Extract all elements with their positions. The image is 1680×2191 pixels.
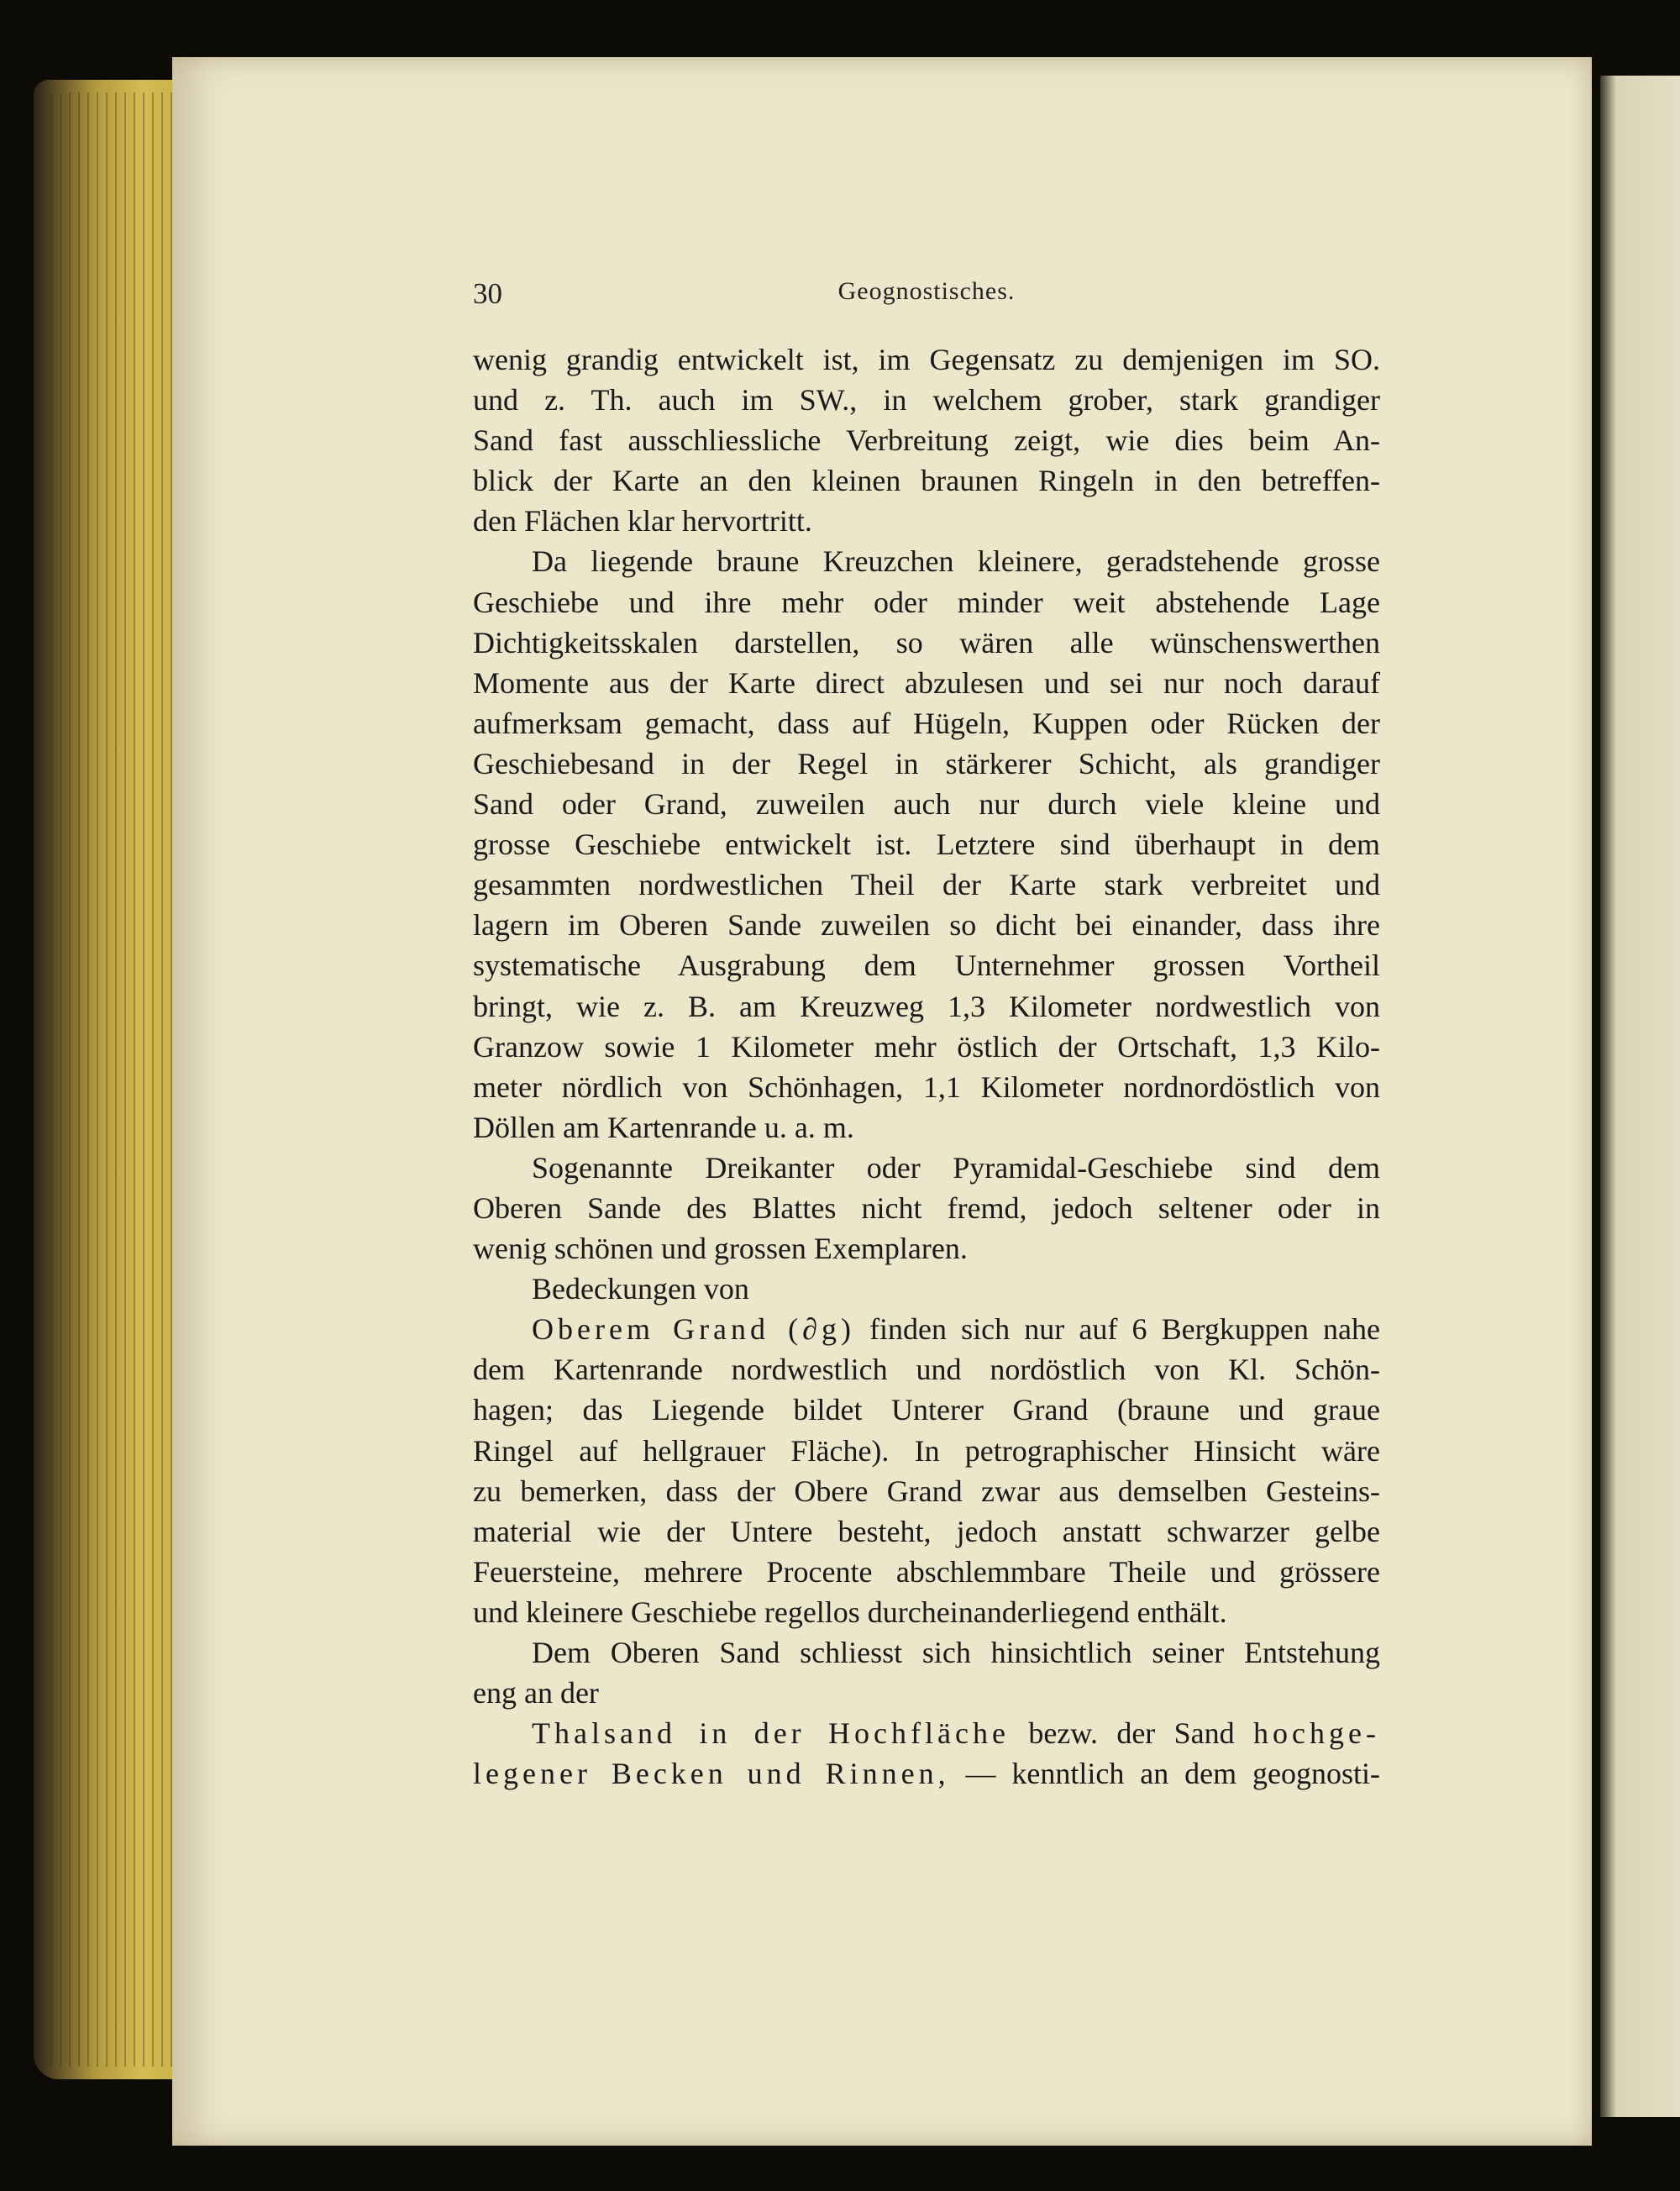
- text-line: systematische Ausgrabung dem Unternehmer grossen Vortheil: [473, 948, 1380, 983]
- text-line: Sand oder Grand, zuweilen auch nur durch viele kleine und: [473, 787, 1380, 822]
- text-line: grosse Geschiebe entwickelt ist. Letztere sind überhaupt in dem: [473, 828, 1380, 862]
- text-line-thalsand: [473, 1713, 1380, 1753]
- text-line: Sogenannte Dreikanter oder Pyramidal-Geschiebe sind dem: [532, 1150, 1380, 1185]
- text-line: blick der Karte an den kleinen braunen Ringeln in den betreffen-: [473, 464, 1380, 498]
- body-text: [473, 339, 1380, 1794]
- running-title: Geognostisches.: [837, 277, 1016, 305]
- thalsand-term: Thalsand in der Hochfläche: [532, 1716, 1010, 1751]
- text-fragment: — kenntlich an dem geognosti-: [965, 1757, 1380, 1791]
- text-line: Döllen am Kartenrande u. a. m.: [473, 1110, 854, 1144]
- text-line: Ringel auf hellgrauer Fläche). In petrographischer Hinsicht wäre: [473, 1433, 1380, 1468]
- running-head: [473, 277, 1380, 319]
- text-line: Dem Oberen Sand schliesst sich hinsichtlich seiner Entstehung: [532, 1636, 1380, 1669]
- text-line: den Flächen klar hervortritt.: [473, 504, 812, 539]
- text-line: Granzow sowie 1 Kilometer mehr östlich der Ortschaft, 1,3 Kilo-: [473, 1029, 1380, 1064]
- text-line: zu bemerken, dass der Obere Grand zwar aus demselben Gesteins-: [473, 1474, 1380, 1508]
- text-line: Bedeckungen von: [532, 1272, 749, 1306]
- text-line: Geschiebe und ihre mehr oder minder weit abstehende Lage: [473, 585, 1380, 619]
- text-line: aufmerksam gemacht, dass auf Hügeln, Kuppen oder Rücken der: [473, 706, 1380, 740]
- text-line: Feuersteine, mehrere Procente abschlemmbare Theile und grössere: [473, 1554, 1380, 1589]
- text-line: Geschiebesand in der Regel in stärkerer Schicht, als grandiger: [473, 746, 1380, 780]
- text-line: bringt, wie z. B. am Kreuzweg 1,3 Kilometer nordwestlich von: [473, 989, 1380, 1023]
- text-fragment: finden sich nur auf 6 Bergkuppen nahe: [869, 1312, 1380, 1347]
- text-line-becken: [473, 1753, 1380, 1794]
- page-number: 30: [473, 277, 502, 310]
- text-line: wenig grandig entwickelt ist, im Gegensatz zu demjenigen im SO.: [473, 343, 1380, 376]
- text-line: wenig schönen und grossen Exemplaren.: [473, 1232, 968, 1266]
- text-line: Momente aus der Karte direct abzulesen und sei nur noch darauf: [473, 665, 1380, 700]
- text-line: hagen; das Liegende bildet Unterer Grand (braune und graue: [473, 1393, 1380, 1427]
- text-line: material wie der Untere besteht, jedoch anstatt schwarzer gelbe: [473, 1514, 1380, 1548]
- text-line: dem Kartenrande nordwestlich und nordöstlich von Kl. Schön-: [473, 1353, 1380, 1387]
- next-page-edge: [1600, 76, 1680, 2117]
- hochgelegener-term: hochge-: [1253, 1716, 1380, 1751]
- text-line: Da liegende braune Kreuzchen kleinere, geradstehende grosse: [532, 544, 1380, 579]
- oberem-grand-term: Oberem Grand (∂g): [532, 1312, 855, 1347]
- text-fragment: bezw. der Sand: [1028, 1716, 1235, 1751]
- becken-term: legener Becken und Rinnen,: [473, 1757, 950, 1791]
- text-line: und kleinere Geschiebe regellos durcheinanderliegend enthält.: [473, 1595, 1227, 1629]
- text-line: meter nördlich von Schönhagen, 1,1 Kilometer nordnordöstlich von: [473, 1069, 1380, 1104]
- text-line: Dichtigkeitsskalen darstellen, so wären alle wünschenswerthen: [473, 625, 1380, 659]
- text-line: Oberen Sande des Blattes nicht fremd, jedoch seltener oder in: [473, 1190, 1380, 1225]
- text-line: und z. Th. auch im SW., in welchem grober, stark grandiger: [473, 383, 1380, 418]
- page-edge-lines: [50, 92, 176, 2067]
- text-line-oberem-grand: [473, 1309, 1380, 1349]
- text-line: eng an der: [473, 1676, 599, 1710]
- text-line: Sand fast ausschliessliche Verbreitung zeigt, wie dies beim An-: [473, 423, 1380, 458]
- text-line: gesammten nordwestlichen Theil der Karte stark verbreitet und: [473, 868, 1380, 902]
- text-line: lagern im Oberen Sande zuweilen so dicht bei einander, dass ihre: [473, 908, 1380, 943]
